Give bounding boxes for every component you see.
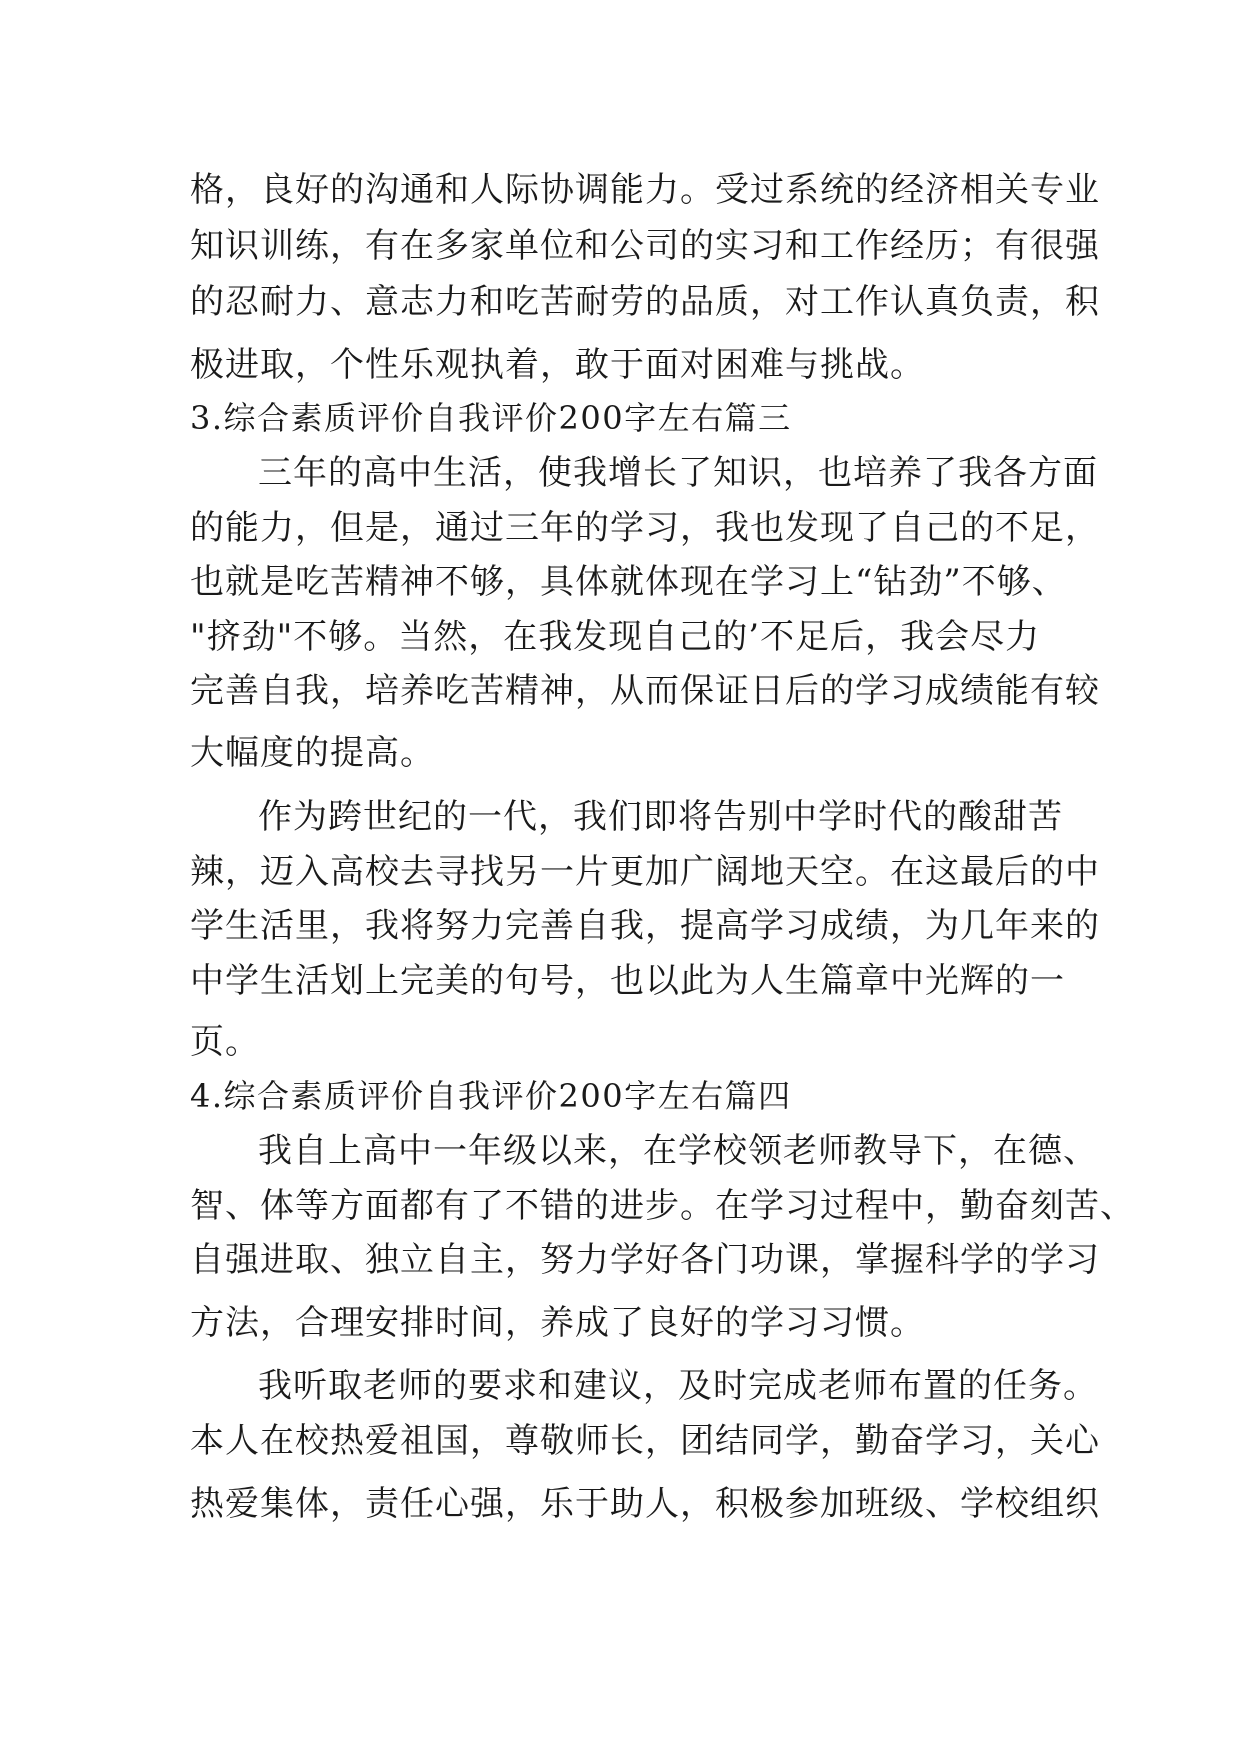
text-line: "挤劲"不够。当然，在我发现自己的’不足后，我会尽力 [190, 617, 1041, 657]
text-line: 三年的高中生活，使我增长了知识，也培养了我各方面 [258, 453, 1098, 493]
text-line: 我自上高中一年级以来，在学校领老师教导下，在德、 [258, 1131, 1098, 1171]
text-line: 的能力，但是，通过三年的学习，我也发现了自己的不足， [190, 508, 1100, 548]
section-heading: 4.综合素质评价自我评价200字左右篇四 [190, 1077, 792, 1115]
section-heading: 3.综合素质评价自我评价200字左右篇三 [190, 399, 792, 437]
text-line: 也就是吃苦精神不够，具体就体现在学习上“钻劲”不够、 [190, 562, 1067, 602]
text-line: 辣，迈入高校去寻找另一片更加广阔地天空。在这最后的中 [190, 852, 1100, 892]
text-line: 格，良好的沟通和人际协调能力。受过系统的经济相关专业 [190, 170, 1100, 210]
text-line: 知识训练，有在多家单位和公司的实习和工作经历；有很强 [190, 226, 1100, 266]
text-line: 页。 [190, 1022, 260, 1062]
text-line: 自强进取、独立自主，努力学好各门功课，掌握科学的学习 [190, 1240, 1100, 1280]
text-line: 大幅度的提高。 [190, 733, 435, 773]
text-line: 极进取，个性乐观执着，敢于面对困难与挑战。 [190, 345, 925, 385]
text-line: 作为跨世纪的一代，我们即将告别中学时代的酸甜苦 [258, 797, 1063, 837]
text-line: 中学生活划上完美的句号，也以此为人生篇章中光辉的一 [190, 961, 1065, 1001]
text-line: 方法，合理安排时间，养成了良好的学习习惯。 [190, 1303, 925, 1343]
text-line: 学生活里，我将努力完善自我，提高学习成绩，为几年来的 [190, 906, 1100, 946]
text-line: 本人在校热爱祖国，尊敬师长，团结同学，勤奋学习，关心 [190, 1421, 1100, 1461]
text-line: 热爱集体，责任心强，乐于助人，积极参加班级、学校组织 [190, 1484, 1100, 1524]
text-line: 的忍耐力、意志力和吃苦耐劳的品质，对工作认真负责，积 [190, 282, 1100, 322]
text-line: 我听取老师的要求和建议，及时完成老师布置的任务。 [258, 1366, 1098, 1406]
text-line: 智、体等方面都有了不错的进步。在学习过程中，勤奋刻苦、 [190, 1186, 1135, 1226]
text-line: 完善自我，培养吃苦精神，从而保证日后的学习成绩能有较 [190, 671, 1100, 711]
